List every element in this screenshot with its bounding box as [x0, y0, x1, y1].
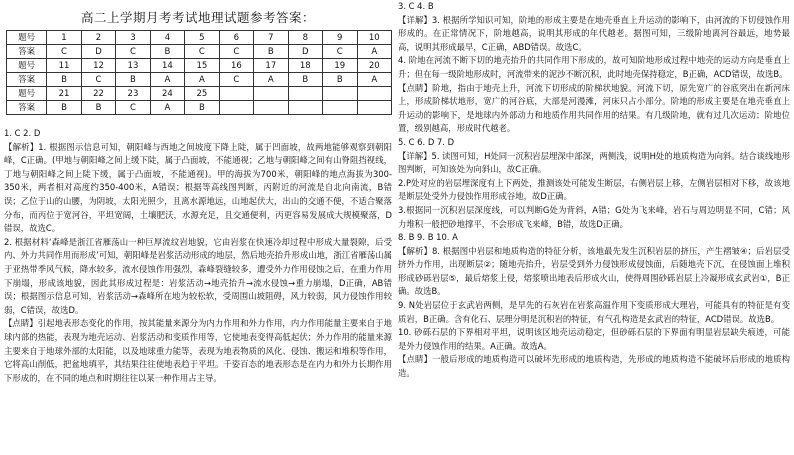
- explanation-q8: 【解析】8. 根据图中岩层和地质构造的特征分析，该地最先发生沉积岩层的挤压，产生褶皱④；后岩层受挤外力作用，出现断层②；随地壳抬升，岩层受到外力侵蚀形成侵蚀面，后随地壳下沉，在侵蚀面上堆积形成砂砾岩层⑤，最后熔浆上侵，熔浆喷出地表后形成火山，使得周围砂砾岩层上冷凝形成玄武岩①，B正确。故选B。: [398, 245, 790, 297]
- row-label: 题号: [7, 87, 47, 101]
- answer-cell: 4: [150, 31, 184, 45]
- answer-cell: C: [185, 45, 219, 59]
- answer-table-row: [7, 101, 392, 115]
- explanation-q1: 【解析】1. 根据图示信息可知，朝阳峰与西地之间坡度下降上陡，属于凹面坡，故两地能够观察到朝阳峰，C正确。(甲地与朝阳峰之间上缓下陡，属于凸面坡，不能通视；乙地与朝阳峰之间有山脊阻挡视线，丁地与朝阳峰之间上陡下缓，属于凸面坡，不能通视)。甲的海拔为700米，朝阳峰的地点海拔为300-350米，两者相对高度约350-400米，A错误；根据等高线图判断，丙附近的河流是自北向南流，B错误；乙位于山的山腰，为阴坡，太阳光照少，且离水源地远，山地起伏大，出山的交通不便，不适合聚落分布，而丙位于宽河谷，平坦宽阔，土壤肥沃，水源充足，且交通便利，丙更容易发展成大规模聚落，D错误，故选C。: [4, 141, 392, 234]
- answer-cell: 1: [47, 31, 81, 45]
- answer-cell: 21: [47, 87, 81, 101]
- note-terraces: 【点睛】阶地，指由于地壳上升，河流下切形成的阶梯状地貌。河流下切，原先宽广的谷底突出在新河床上，形成阶梯状地形，宽广的河谷底，大部是河漫滩，河床只占小部分。阶地的形成主要是在地壳垂直上升运动的影响下，是地球内外部动力和地质作用共同作用的结果。有几级阶地，就有过几次运动；阶地位置，级别越高，形成时代越老。: [398, 82, 790, 134]
- note-paragraph: 【点睛】引起地表形态变化的作用，按其能量来源分为内力作用和外力作用，内力作用能量主要来自于地球内部的热能，表现为地壳运动、岩浆活动和变质作用等，它使地表变得高低起伏；外力作用的能量来源主要来自于地球外部的太阳能，以及地球重力能等，表现为地表物质的风化、侵蚀、搬运和堆积等作用，它将高山削低，把盆地填平，其结果往往使地表趋于平坦。千姿百态的地表形态是在内力和外力长期作用下形成的，在不同的地点和时期往往以某一种作用占主导。: [4, 318, 392, 383]
- answer-cell: [219, 87, 253, 101]
- right-column: [398, 0, 790, 455]
- answer-cell: B: [185, 101, 219, 115]
- answer-table-row: [7, 87, 392, 101]
- explanation-q4: 4. 阶地在河流不断下切的地壳抬升的共同作用下形成的，故可知阶地形成过程中地壳的运动方向是垂直上升；但在每一级阶地形成时，河流带来的泥沙不断沉积，此时地壳保持稳定，B正确，ACD错误，故选B。: [398, 55, 790, 79]
- answer-cell: [288, 101, 322, 115]
- answer-table-row: [7, 31, 392, 45]
- note-structures: 【点睛】一般后形成的地质构造可以破坏先形成的地质构造，先形成的地质构造不能破坏后形成的地质构造。: [398, 354, 790, 379]
- answer-cell: C: [81, 73, 115, 87]
- answer-cell: 15: [185, 59, 219, 73]
- answer-cell: A: [150, 101, 184, 115]
- answer-line-8-10: 8. B 9. B 10. A: [398, 232, 458, 243]
- answer-cell: A: [150, 73, 184, 87]
- answer-cell: C: [47, 45, 81, 59]
- answer-cell: C: [116, 101, 150, 115]
- answer-cell: 20: [357, 59, 392, 73]
- explanation-q9: 9. N处岩层位于玄武岩两侧，是早先的石灰岩在岩浆高温作用下变质形成大理岩，可能具有的特征是有变质岩，B正确。含有化石、层理分明是沉积岩的特征，有气孔构造是玄武岩的特征，ACD错误。故选B。: [398, 300, 790, 324]
- answer-cell: A: [357, 73, 392, 87]
- answer-cell: 3: [116, 31, 150, 45]
- explanation-q6: 2.P处对应的岩层埋深度有上下两处，推测该处可能发生断层，右侧岩层上移，左侧岩层相对下移，故该地是断层处受外力侵蚀作用形成谷地，故D正确。: [398, 177, 790, 202]
- answer-table-row: [7, 73, 392, 87]
- answer-cell: 2: [81, 31, 115, 45]
- answer-cell: [288, 87, 322, 101]
- answer-cell: C: [323, 45, 357, 59]
- answer-table: [6, 30, 392, 115]
- answer-cell: B: [323, 73, 357, 87]
- answer-cell: C: [219, 73, 253, 87]
- row-label: 题号: [7, 59, 47, 73]
- answer-cell: 19: [323, 59, 357, 73]
- answer-cell: D: [288, 45, 322, 59]
- left-column: [4, 0, 392, 455]
- answer-cell: A: [185, 73, 219, 87]
- answer-cell: 24: [150, 87, 184, 101]
- answer-cell: A: [357, 45, 392, 59]
- answer-cell: 16: [219, 59, 253, 73]
- answer-cell: 11: [47, 59, 81, 73]
- row-label: 答案: [7, 73, 47, 87]
- answer-cell: 5: [185, 31, 219, 45]
- answer-cell: A: [254, 73, 288, 87]
- answer-cell: [254, 101, 288, 115]
- answer-table-row: [7, 45, 392, 59]
- answer-cell: B: [254, 45, 288, 59]
- answer-line-5-7: 5. C 6. D 7. D: [398, 136, 455, 147]
- row-label: 题号: [7, 31, 47, 45]
- answer-cell: 25: [185, 87, 219, 101]
- answer-table-row: [7, 59, 392, 73]
- answer-cell: 8: [288, 31, 322, 45]
- answer-cell: [357, 87, 392, 101]
- answer-cell: 13: [116, 59, 150, 73]
- answer-cell: D: [81, 45, 115, 59]
- answer-cell: 18: [288, 59, 322, 73]
- answer-cell: B: [81, 101, 115, 115]
- answer-cell: 22: [81, 87, 115, 101]
- row-label: 答案: [7, 45, 47, 59]
- explanation-q2: 2. 根据材料‘森峰是浙江省雁荡山一种巨厚流纹岩地貌，它由岩浆在快速冷却过程中形成大量裂隙，后受内、外力共同作用而形成’可知，朝阳峰是岩浆活动形成的地层，然后地壳抬升形成山地，浙江省雁荡山属于亚热带季风气候，降水较多，流水侵蚀作用强烈，森峰裂缝较多，遭受外力作用侵蚀之后，在重力作用下崩塌，形成该地貌，因此其形成过程是：岩浆活动→地壳抬升→流水侵蚀→重力崩塌，D正确，AB错误；根据图示信息可知，岩浆活动→森峰所在地为较松软，受周围山坡阻碍，风力较弱，风力侵蚀作用较弱，C错误，故选D。: [4, 236, 392, 315]
- answer-cell: C: [116, 45, 150, 59]
- answer-cell: B: [47, 101, 81, 115]
- row-label: 答案: [7, 101, 47, 115]
- answer-cell: 14: [150, 59, 184, 73]
- answer-cell: C: [219, 45, 253, 59]
- answer-cell: 17: [254, 59, 288, 73]
- answer-cell: B: [150, 45, 184, 59]
- answer-line-3-4: 3. C 4. B: [398, 1, 434, 11]
- answer-cell: B: [116, 73, 150, 87]
- answer-cell: [254, 87, 288, 101]
- answer-cell: B: [47, 73, 81, 87]
- answer-cell: [323, 101, 357, 115]
- explanation-q7: 3.根据同一沉积岩层深度线，可以判断G处为背斜，A错；G处为飞来峰，岩石与周边明显不同，C错；风力堆积一般把砂地撑平，不会形成飞来峰，B错，故选D正确。: [398, 204, 790, 229]
- explanation-q10: 10. 砂砾石层的下界相对平坦，说明该区地壳运动稳定，但砂砾石层的下界面有明显岩层缺失痕迹，可能是外力侵蚀作用的结果。A正确。故选A。: [398, 327, 790, 351]
- answer-cell: [219, 101, 253, 115]
- answer-cell: 23: [116, 87, 150, 101]
- answer-cell: 7: [254, 31, 288, 45]
- answer-line-1-2: 1. C 2. D: [4, 128, 41, 138]
- answer-cell: 10: [357, 31, 392, 45]
- answer-cell: B: [288, 73, 322, 87]
- answer-cell: 9: [323, 31, 357, 45]
- answer-cell: 6: [219, 31, 253, 45]
- explanation-q5: 【详解】5. 读图可知，H处同一沉积岩层埋深中部深，两侧浅，说明H处的地质构造为向斜。结合谈线地形图判断，可知该处为向斜山，故C正确。: [398, 150, 790, 175]
- answer-cell: 12: [81, 59, 115, 73]
- answer-cell: [323, 87, 357, 101]
- explanation-q3: 【详解】3. 根据所学知识可知，阶地的形成主要是在地壳垂直上升运动的影响下，由河流的下切侵蚀作用形成的。在正常情况下，阶地越高，说明其形成的年代越老。据图可知，三级阶地离河谷最远，地势最高，说明其形成最早，C正确，ABD错误。故选C。: [398, 14, 790, 52]
- answer-cell: [357, 101, 392, 115]
- page-title: 高二上学期月考考试地理试题参考答案：: [80, 10, 315, 25]
